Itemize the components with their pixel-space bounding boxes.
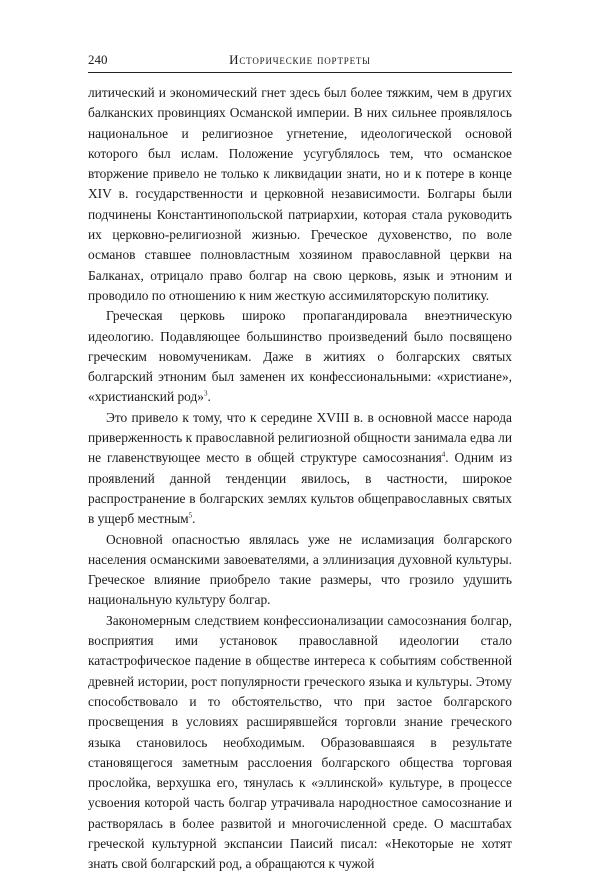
page-header [88, 52, 512, 73]
footnote-ref: 5 [188, 511, 193, 520]
paragraph-3 [88, 408, 512, 530]
paragraph-1 [88, 83, 512, 306]
footnote-ref: 3 [203, 389, 208, 398]
paragraph-text-tail: . Одним из проявлений данной тенденции явилось, в частности, широкое распространение в болгарских землях культов общеправославных святых в ущерб местным [88, 450, 512, 527]
footnote-ref: 4 [441, 450, 446, 459]
running-title: Исторические портреты [229, 52, 371, 67]
paragraph-text-tail: . [207, 389, 211, 405]
paragraph-text-tail: . [192, 511, 196, 527]
paragraph-5 [88, 611, 512, 875]
page-number: 240 [88, 52, 108, 67]
paragraph-text: литический и экономический гнет здесь был более тяжким, чем в других балканских провинциях Османской империи. В них сильнее проявлялось национальное и религиозное угнетение, идеологической основой которого был ислам. Положение усугублялось тем, что османское вторжение привело не только к ликвидации знати, но и к потере в конце XIV в. государственности и церковной независимости. Болгары были подчинены Константинопольской патриархии, которая стала руководить их церковно-религиозной жизнью. Греческое духовенство, по воле османов ставшее полновластным хозяином православной церкви на Балканах, отрицало право болгар на свою церковь, язык и этноним и проводило по отношению к ним жесткую ассимиляторскую политику. [88, 85, 512, 303]
paragraph-text: Закономерным следствием конфессионализации самосознания болгар, восприятия ими установок православной идеологии стало катастрофическое падение в обществе интереса к событиям собственной древней истории, рост популярности греческого языка и культуры. Этому способствовало и то обстоятельство, что при застое болгарского просвещения в условиях расширявшейся торговли знание греческого языка становилось необходимым. Образовавшаяся в результате становящегося заметным расслоения болгарского общества торговая прослойка, верхушка его, тянулась к «эллинской» культуре, в процессе усвоения которой часть болгар утрачивала народностное самосознание и растворялась в более развитой и многочисленной среде. О масштабах греческой культурной экспансии Паисий писал: «Некоторые не хотят знать свой болгарский род, а обращаются к чужой [88, 612, 512, 872]
paragraph-text: Это привело к тому, что к середине XVIII в. в основной массе народа приверженность к православной религиозной общности занимала едва ли не главенствующее место в общей структуре самосознания [88, 409, 512, 466]
paragraph-2 [88, 306, 512, 407]
paragraph-text: Греческая церковь широко пропагандировала внеэтническую идеологию. Подавляющее большинство произведений было посвящено греческим новомученикам. Даже в житиях о болгарских святых болгарский этноним был заменен их конфессиональными: «христиане», «христианский род» [88, 308, 512, 405]
paragraph-text: Основной опасностью являлась уже не исламизация болгарского населения османскими завоевателями, а эллинизация духовной культуры. Греческое влияние приобрело такие размеры, что грозило удушить национальную культуру болгар. [88, 531, 512, 608]
text-body [88, 83, 512, 875]
paragraph-4 [88, 530, 512, 611]
